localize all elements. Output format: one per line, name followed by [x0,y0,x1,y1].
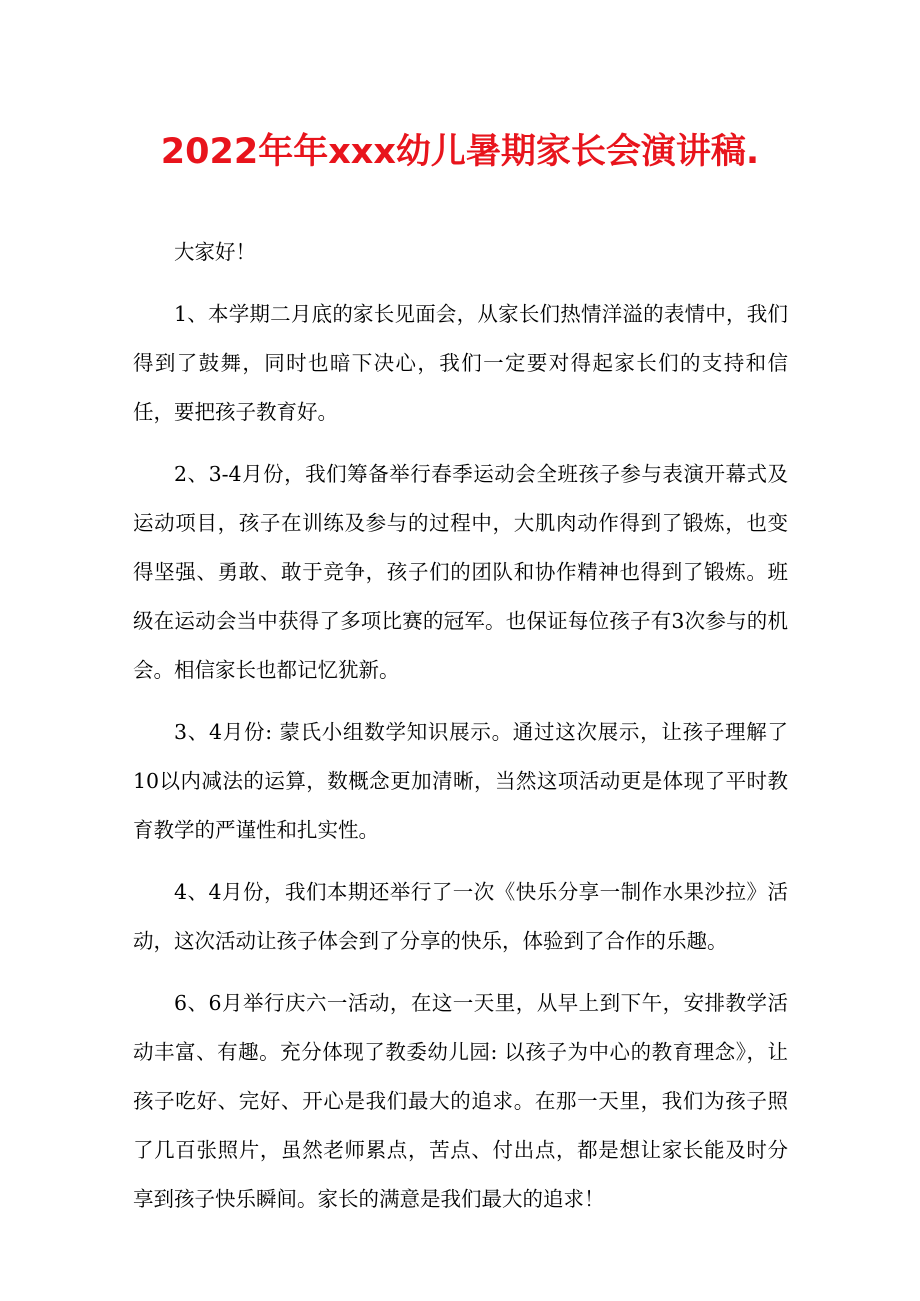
paragraph-item-6: 6、6月举行庆六一活动，在这一天里，从早上到下午，安排教学活动丰富、有趣。充分体现了教委幼儿园: 以孩子为中心的教育理念》，让孩子吃好、完好、开心是我们最大的追求。在那一天里，我们为孩子照了几百张照片，虽然老师累点，苦点、付出点，都是想让家长能及时分享到孩子快乐瞬间。家长的满意是我们最大的追求！ [133,991,788,1211]
document-body [133,228,788,1237]
paragraph-greeting: 大家好！ [174,240,256,264]
paragraph-item-2: 2、3-4月份，我们筹备举行春季运动会全班孩子参与表演开幕式及运动项目，孩子在训练及参与的过程中，大肌肉动作得到了锻炼，也变得坚强、勇敢、敢于竞争，孩子们的团队和协作精神也得到了锻炼。班级在运动会当中获得了多项比赛的冠军。也保证每位孩子有3次参与的机会。相信家长也都记忆犹新。 [133,462,788,682]
paragraph-item-3: 3、4月份: 蒙氏小组数学知识展示。通过这次展示，让孩子理解了10以内减法的运算，数概念更加清晰，当然这项活动更是体现了平时教育教学的严谨性和扎实性。 [133,720,788,842]
paragraph-item-1: 1、本学期二月底的家长见面会，从家长们热情洋溢的表情中，我们得到了鼓舞，同时也暗下决心，我们一定要对得起家长们的支持和信任，要把孩子教育好。 [133,302,788,424]
paragraph-item-4: 4、4月份，我们本期还举行了一次《快乐分享一制作水果沙拉》活动，这次活动让孩子体会到了分享的快乐，体验到了合作的乐趣。 [133,880,788,953]
document-title: 2022年年xxx幼儿暑期家长会演讲稿. [160,132,760,172]
